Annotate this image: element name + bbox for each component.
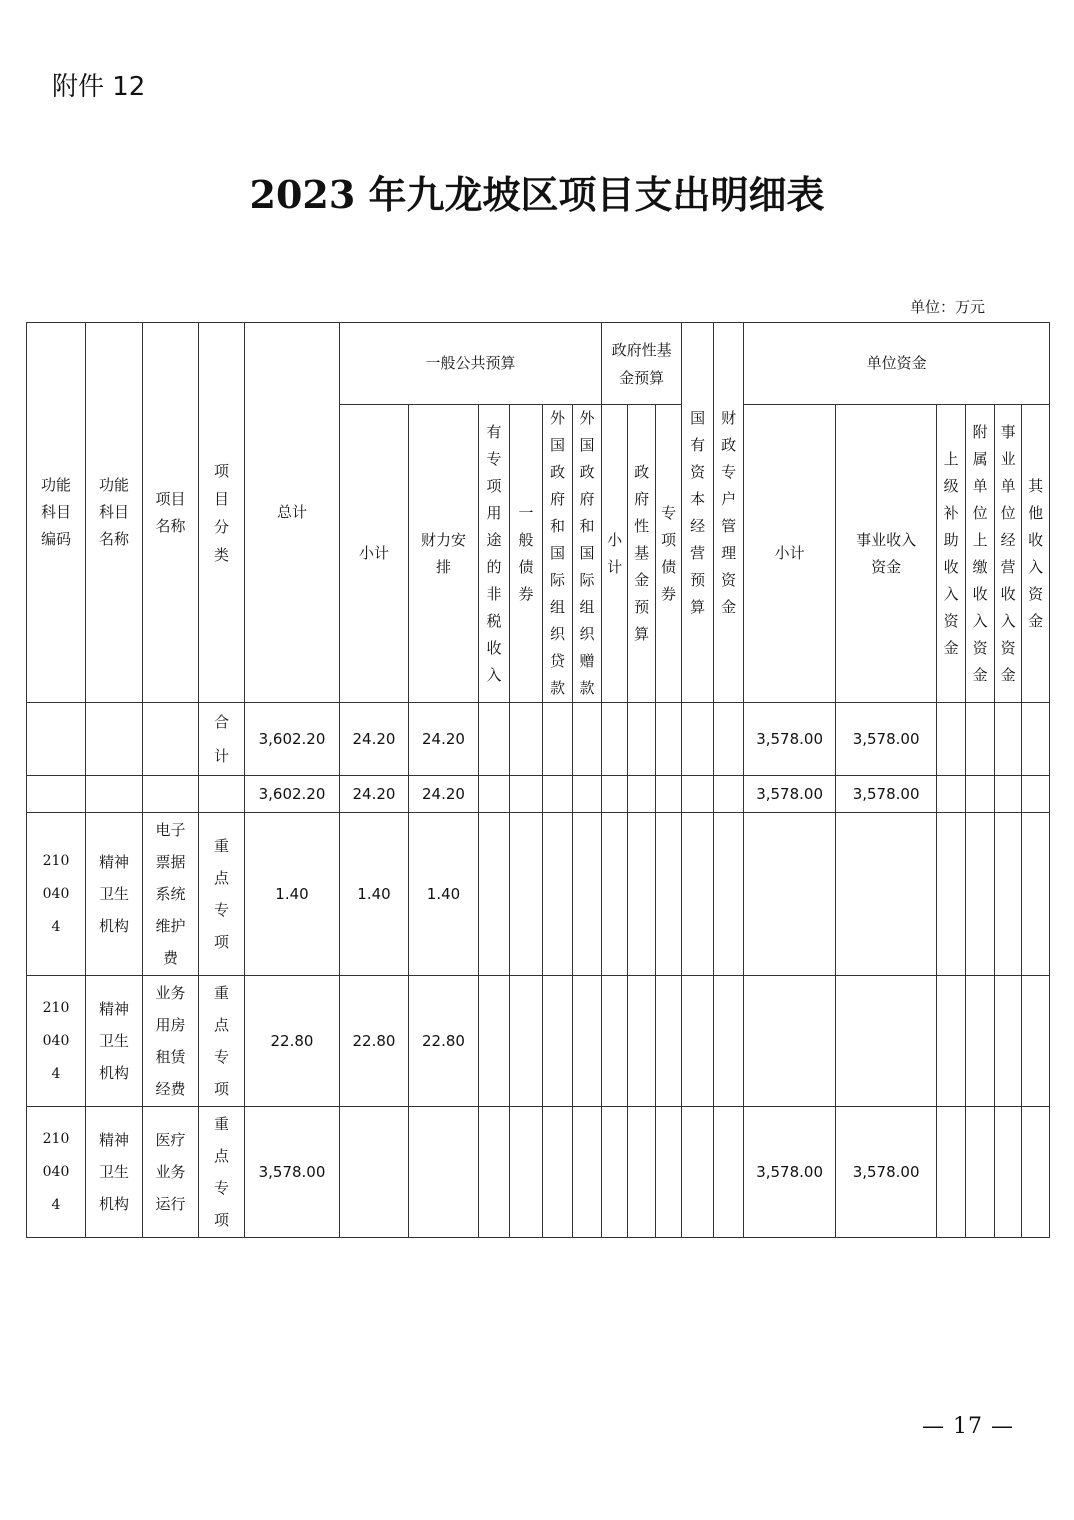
cell-uf-subtotal: 3,578.00: [744, 776, 836, 813]
cell-gb-fiscal: 24.20: [409, 776, 479, 813]
cell-total: 22.80: [245, 976, 340, 1107]
cell-func-code: 2100404: [27, 813, 86, 976]
table-row: [27, 976, 1050, 1107]
cell-empty: [143, 703, 199, 776]
cell-project-type: 重点专项: [199, 976, 245, 1107]
header-project-type: 项目分类: [199, 323, 245, 703]
cell-gb-subtotal: 24.20: [340, 776, 409, 813]
cell-gb-fiscal: 1.40: [409, 813, 479, 976]
header-gf-bond: 专项债券: [656, 405, 682, 703]
header-gov-fund-budget: 政府性基金预算: [602, 323, 682, 405]
header-general-budget: 一般公共预算: [340, 323, 602, 405]
cell-total-label: 合计: [199, 703, 245, 776]
cell-uf-business: 3,578.00: [836, 703, 937, 776]
header-state-capital: 国有资本经营预算: [682, 323, 714, 703]
cell-uf-subtotal: 3,578.00: [744, 703, 836, 776]
cell-func-code: 2100404: [27, 976, 86, 1107]
cell-total: 1.40: [245, 813, 340, 976]
cell-gb-subtotal: 1.40: [340, 813, 409, 976]
table-row: [27, 813, 1050, 976]
cell-func-name: 精神卫生机构: [86, 976, 143, 1107]
header-gb-foreign-loan: 外国政府和国际组织贷款: [543, 405, 573, 703]
header-gb-subtotal: 小计: [340, 405, 409, 703]
header-gb-foreign-grant: 外国政府和国际组织赠款: [573, 405, 602, 703]
page-number: — 17 —: [922, 1414, 1014, 1439]
cell-total: 3,602.20: [245, 703, 340, 776]
header-uf-business: 事业收入资金: [836, 405, 937, 703]
page-title: 2023 年九龙坡区项目支出明细表: [249, 172, 825, 217]
header-project-name: 项目名称: [143, 323, 199, 703]
header-uf-affiliate: 附属单位上缴收入资金: [966, 405, 995, 703]
cell-project-type: 重点专项: [199, 813, 245, 976]
project-expenditure-table: [26, 322, 1050, 1238]
header-uf-operating: 事业单位经营收入资金: [995, 405, 1022, 703]
cell-empty: [27, 703, 86, 776]
header-gb-nontax: 有专项用途的非税收入: [479, 405, 510, 703]
cell-project-name: 电子票据系统维护费: [143, 813, 199, 976]
cell-uf-business: [836, 976, 937, 1107]
header-uf-other: 其他收入资金: [1022, 405, 1050, 703]
cell-gb-subtotal: 24.20: [340, 703, 409, 776]
header-uf-subtotal: 小计: [744, 405, 836, 703]
cell-func-code: 2100404: [27, 1107, 86, 1238]
cell-uf-business: 3,578.00: [836, 1107, 937, 1238]
unit-label: 单位：万元: [910, 298, 986, 316]
header-func-code: 功能科目编码: [27, 323, 86, 703]
header-gf-fund: 政府性基金预算: [628, 405, 656, 703]
cell-gb-fiscal: [409, 1107, 479, 1238]
header-total: 总计: [245, 323, 340, 703]
header-unit-funds: 单位资金: [744, 323, 1050, 405]
cell-uf-subtotal: [744, 976, 836, 1107]
cell-total: 3,602.20: [245, 776, 340, 813]
cell-uf-business: 3,578.00: [836, 776, 937, 813]
header-special-account: 财政专户管理资金: [714, 323, 744, 703]
cell-gb-subtotal: 22.80: [340, 976, 409, 1107]
cell-func-name: 精神卫生机构: [86, 1107, 143, 1238]
cell-gb-fiscal: 22.80: [409, 976, 479, 1107]
header-func-name: 功能科目名称: [86, 323, 143, 703]
table-row: [27, 776, 1050, 813]
table-row: [27, 1107, 1050, 1238]
attachment-label: 附件 12: [52, 72, 146, 102]
header-gf-subtotal: 小计: [602, 405, 628, 703]
header-gb-bond: 一般债券: [510, 405, 543, 703]
cell-project-type: 重点专项: [199, 1107, 245, 1238]
cell-uf-subtotal: 3,578.00: [744, 1107, 836, 1238]
header-uf-subsidy: 上级补助收入资金: [937, 405, 966, 703]
cell-gb-fiscal: 24.20: [409, 703, 479, 776]
header-gb-fiscal: 财力安排: [409, 405, 479, 703]
cell-empty: [86, 703, 143, 776]
cell-func-name: 精神卫生机构: [86, 813, 143, 976]
cell-uf-business: [836, 813, 937, 976]
table-row: [27, 703, 1050, 776]
cell-gb-subtotal: [340, 1107, 409, 1238]
cell-project-name: 医疗业务运行: [143, 1107, 199, 1238]
cell-uf-subtotal: [744, 813, 836, 976]
cell-total: 3,578.00: [245, 1107, 340, 1238]
cell-project-name: 业务用房租赁经费: [143, 976, 199, 1107]
